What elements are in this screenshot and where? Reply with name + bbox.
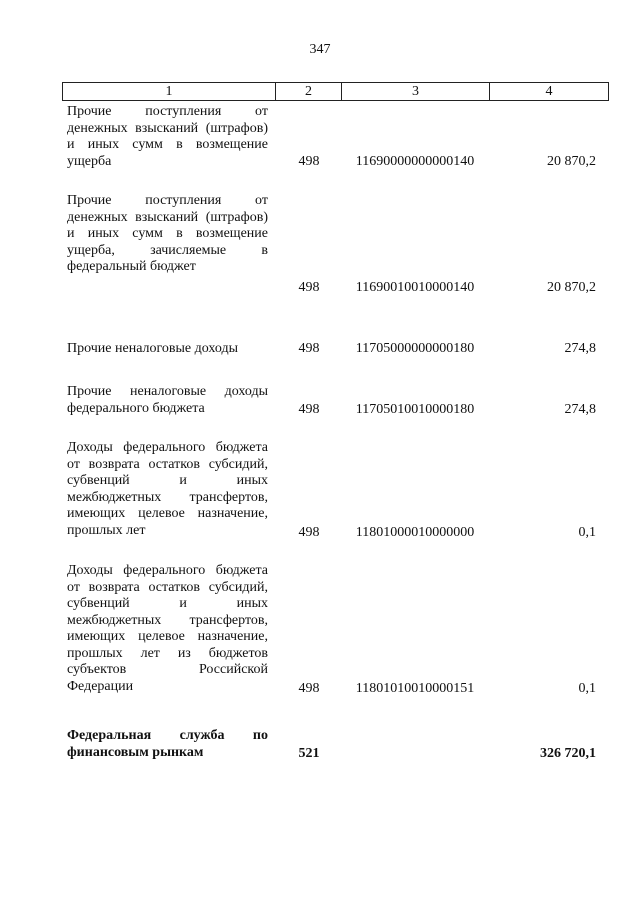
row-description: Доходы федерального бюджета от возврата остатков субсидий, субвенций и иных межбюджетных трансфертов, имеющих целевое назначение, прошлых лет <box>67 440 268 538</box>
row-admin-code: 498 <box>298 681 320 696</box>
header-col-4: 4 <box>489 82 609 101</box>
row-amount: 274,8 <box>564 341 596 356</box>
row-admin-code: 521 <box>298 746 320 761</box>
row-description: Доходы федерального бюджета от возврата остатков субсидий, субвенций и иных межбюджетных трансфертов, имеющих целевое назначение, прошлых лет из бюджетов субъектов Российской Федерации <box>67 563 268 694</box>
table-row <box>0 440 640 542</box>
row-description: Федеральная служба по финансовым рынкам <box>67 728 268 760</box>
row-revenue-code: 11690010010000140 <box>355 280 475 295</box>
table-row <box>0 193 640 295</box>
header-col-1: 1 <box>62 82 276 101</box>
row-admin-code: 498 <box>298 341 320 356</box>
header-col-2: 2 <box>275 82 342 101</box>
row-revenue-code: 11690000000000140 <box>355 154 475 169</box>
row-description: Прочие поступления от денежных взысканий (штрафов) и иных сумм в возмещение ущерба, зачисляемые в федеральный бюджет <box>67 193 268 274</box>
row-amount: 274,8 <box>564 402 596 417</box>
row-amount: 20 870,2 <box>547 280 596 295</box>
table-row-total <box>0 728 640 762</box>
row-admin-code: 498 <box>298 525 320 540</box>
header-col-3: 3 <box>341 82 490 101</box>
table-row <box>0 384 640 418</box>
row-amount: 0,1 <box>578 525 596 540</box>
row-admin-code: 498 <box>298 402 320 417</box>
row-description: Прочие неналоговые доходы федерального бюджета <box>67 384 268 416</box>
table-row <box>0 563 640 700</box>
row-description: Прочие поступления от денежных взысканий (штрафов) и иных сумм в возмещение ущерба <box>67 104 268 169</box>
row-admin-code: 498 <box>298 154 320 169</box>
table-row <box>0 341 640 358</box>
row-revenue-code: 11705000000000180 <box>355 341 475 356</box>
row-amount: 326 720,1 <box>540 746 596 761</box>
page-number: 347 <box>309 42 331 57</box>
row-revenue-code: 11801000010000000 <box>355 525 475 540</box>
row-amount: 0,1 <box>578 681 596 696</box>
row-revenue-code: 11801010010000151 <box>355 681 475 696</box>
row-admin-code: 498 <box>298 280 320 295</box>
row-revenue-code: 11705010010000180 <box>355 402 475 417</box>
row-amount: 20 870,2 <box>547 154 596 169</box>
row-description: Прочие неналоговые доходы <box>67 341 239 356</box>
table-row <box>0 104 640 170</box>
